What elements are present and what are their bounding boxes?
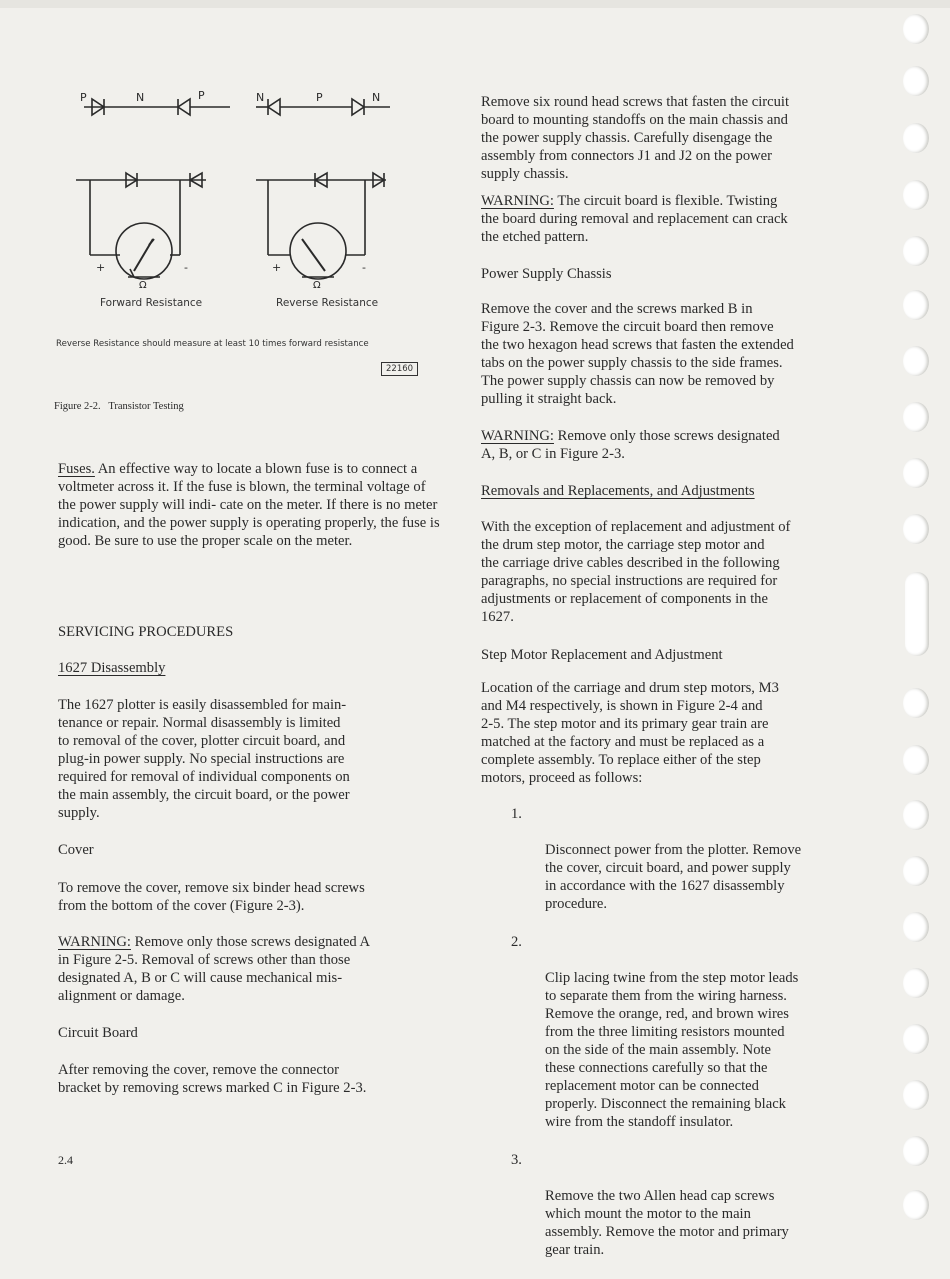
binder-hole bbox=[903, 745, 929, 775]
cover-warning bbox=[58, 933, 370, 1005]
page-number: 2.4 bbox=[58, 1153, 73, 1167]
binder-hole bbox=[903, 800, 929, 830]
disassembly-paragraph: The 1627 plotter is easily disassembled for main- tenance or repair. Normal disassembly is limited to removal of the cover, plotter circuit board, and plug-in power supply. No special instructions are required for removal of individual components on the main assembly, the circuit board, or the power supply. bbox=[58, 697, 350, 821]
fuses-title: Fuses. bbox=[58, 461, 95, 477]
binder-hole bbox=[903, 236, 929, 266]
forward-resistance-label: Forward Resistance bbox=[100, 297, 203, 309]
step-text: Disconnect power from the plotter. Remove the cover, circuit board, and power supply in accordance with the 1627 disassembly procedure. bbox=[545, 842, 802, 912]
binder-hole bbox=[903, 290, 929, 320]
list-item bbox=[481, 933, 881, 1131]
power-supply-warning-text: Remove only those screws designated A, B, or C in Figure 2-3. bbox=[481, 428, 780, 462]
circuit-board-removal-paragraph: Remove six round head screws that fasten the circuit board to mounting standoffs on the main chassis and the power supply chassis. Carefully disengage the assembly from connectors J1 and J2 on the power supply chassis. bbox=[481, 94, 789, 182]
binder-hole bbox=[903, 346, 929, 376]
binder-hole bbox=[903, 688, 929, 718]
circuit-board-warning-text: The circuit board is flexible. Twisting the board during removal and replacement can crack the etched pattern. bbox=[481, 193, 788, 245]
step-motor-paragraph: Location of the carriage and drum step motors, M3 and M4 respectively, is shown in Figure 2-4 and 2-5. The step motor and its primary gear train are matched at the factory and must be replaced as a complete assembly. To replace either of the step motors, proceed as follows: bbox=[481, 680, 779, 786]
warning-label: WARNING: bbox=[481, 428, 554, 444]
binder-hole bbox=[903, 856, 929, 886]
cover-warning-text: Remove only those screws designated A in Figure 2-5. Removal of screws other than those designated A, B or C will cause mechanical mis- alignment or damage. bbox=[58, 934, 371, 1004]
power-supply-chassis-heading: Power Supply Chassis bbox=[481, 266, 612, 282]
minus-sign-reverse: - bbox=[362, 261, 366, 274]
figure-caption: Figure 2-2. Transistor Testing bbox=[54, 401, 184, 412]
binder-hole bbox=[903, 1080, 929, 1110]
step-motor-heading: Step Motor Replacement and Adjustment bbox=[481, 647, 723, 663]
removals-paragraph: With the exception of replacement and adjustment of the drum step motor, the carriage step motor and the carriage drive cables described in the following paragraphs, no special instructions are required for adjustments or replacement of components in the 1627. bbox=[481, 519, 791, 625]
fuses-text: An effective way to locate a blown fuse is to connect a voltmeter across it. If the fuse is blown, the terminal voltage of the power supply will indi- cate on the meter. If there is no meter indication, and the power supply is operating properly, the fuse is good. Be sure to use the proper scale on the meter. bbox=[58, 461, 440, 549]
page-top-edge bbox=[0, 0, 950, 8]
binder-hole bbox=[903, 1136, 929, 1166]
minus-sign-forward: - bbox=[184, 261, 188, 274]
figure-code: 22160 bbox=[381, 362, 418, 376]
plus-sign-forward: + bbox=[96, 261, 106, 274]
power-supply-chassis-paragraph: Remove the cover and the screws marked B in Figure 2-3. Remove the circuit board then remove the two hexagon head screws that fasten the extended tabs on the power supply chassis to the side frames. The power supply chassis can now be removed by pulling it straight back. bbox=[481, 301, 794, 407]
removals-heading: Removals and Replacements, and Adjustments bbox=[481, 483, 755, 499]
fuses-paragraph bbox=[58, 460, 443, 550]
cover-paragraph: To remove the cover, remove six binder head screws from the bottom of the cover (Figure 2-3). bbox=[58, 880, 365, 914]
step-text: Clip lacing twine from the step motor leads to separate them from the wiring harness. Remove the orange, red, and brown wires from the three limiting resistors mounted on the side of the main assembly. Note these connections carefully so that the replacement motor can be connected properly. Disconnect the remaining black wire from the standoff insulator. bbox=[545, 970, 799, 1130]
ohm-symbol-reverse: Ω bbox=[313, 280, 321, 291]
binder-hole bbox=[903, 968, 929, 998]
list-item bbox=[481, 1151, 881, 1259]
binder-hole bbox=[903, 514, 929, 544]
circuit-board-paragraph: After removing the cover, remove the connector bracket by removing screws marked C in Figure 2-3. bbox=[58, 1062, 367, 1096]
transistor-testing-figure bbox=[60, 85, 460, 295]
binder-hole bbox=[903, 14, 929, 44]
plus-sign-reverse: + bbox=[272, 261, 282, 274]
servicing-procedures-heading: SERVICING PROCEDURES bbox=[58, 624, 234, 640]
circuit-board-warning bbox=[481, 192, 788, 246]
list-item bbox=[481, 805, 881, 913]
binder-hole bbox=[903, 123, 929, 153]
power-supply-warning bbox=[481, 427, 780, 463]
binder-hole bbox=[903, 66, 929, 96]
step-motor-procedure-list bbox=[481, 787, 881, 1279]
warning-label: WARNING: bbox=[481, 193, 554, 209]
cover-heading: Cover bbox=[58, 842, 94, 858]
binder-hole bbox=[903, 180, 929, 210]
ohm-symbol-forward: Ω bbox=[139, 280, 147, 291]
binder-hole bbox=[903, 912, 929, 942]
binder-hole bbox=[903, 1190, 929, 1220]
step-number: 2. bbox=[511, 934, 522, 950]
step-number: 1. bbox=[511, 806, 522, 822]
binder-hole bbox=[903, 402, 929, 432]
diode-label-n2: N bbox=[256, 91, 265, 104]
binder-slot bbox=[905, 572, 929, 656]
diode-label-p3: P bbox=[316, 91, 323, 104]
binder-hole bbox=[903, 458, 929, 488]
step-number: 3. bbox=[511, 1152, 522, 1168]
diode-label-p1: P bbox=[80, 91, 87, 104]
step-text: Remove the two Allen head cap screws which mount the motor to the main assembly. Remove the motor and primary gear train. bbox=[545, 1188, 789, 1258]
diode-label-n1: N bbox=[136, 91, 145, 104]
diode-label-n3: N bbox=[372, 91, 381, 104]
disassembly-heading: 1627 Disassembly bbox=[58, 660, 166, 676]
diode-label-p2: P bbox=[198, 89, 205, 102]
warning-label: WARNING: bbox=[58, 934, 131, 950]
binder-hole bbox=[903, 1024, 929, 1054]
reverse-resistance-label: Reverse Resistance bbox=[276, 297, 379, 309]
circuit-board-heading: Circuit Board bbox=[58, 1025, 138, 1041]
figure-note: Reverse Resistance should measure at least 10 times forward resistance bbox=[56, 339, 369, 349]
